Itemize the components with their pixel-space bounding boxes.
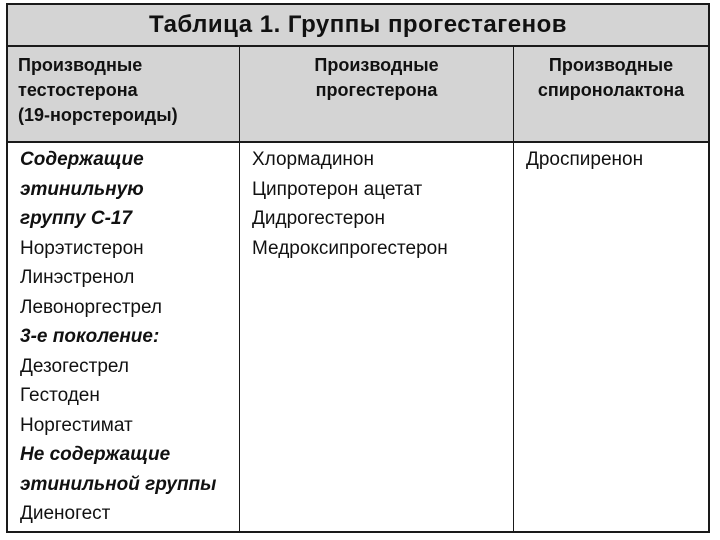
group-subheading: Не содержащие (20, 444, 171, 465)
drug-name: Дезогестрел (20, 355, 129, 377)
drug-name: Хлормадинон (252, 149, 374, 170)
drug-name: Дроспиренон (526, 149, 644, 170)
table-grid (8, 47, 708, 531)
drug-name: Левоноргестрел (20, 296, 162, 318)
group-subheading: этинильную (20, 178, 144, 200)
drug-name: Норгестимат (20, 414, 133, 436)
drug-name: Гестоден (20, 385, 100, 406)
drug-name: Дидрогестерон (252, 208, 385, 229)
drug-name: Норэтистерон (20, 237, 144, 259)
column-body-progesterone (240, 143, 514, 531)
drug-name: Линэстренол (20, 267, 135, 288)
drug-name: Ципротерон ацетат (252, 178, 423, 200)
column-body-spironolactone (514, 143, 708, 531)
drug-name: Медроксипрогестерон (252, 237, 448, 259)
group-subheading: 3-е поколение: (20, 326, 160, 347)
group-subheading: группу С-17 (20, 208, 133, 229)
group-subheading: этинильной группы (20, 473, 217, 495)
column-header-spironolactone: Производные спиронолактона (514, 47, 708, 143)
group-subheading: Содержащие (20, 149, 144, 170)
column-header-testosterone: Производные тестостерона (19-норстероиды) (8, 47, 240, 143)
table-frame (6, 3, 710, 533)
column-body-testosterone (8, 143, 240, 531)
drug-name: Диеногест (20, 503, 111, 524)
table-title: Таблица 1. Группы прогестагенов (8, 5, 708, 47)
column-header-progesterone: Производные прогестерона (240, 47, 514, 143)
